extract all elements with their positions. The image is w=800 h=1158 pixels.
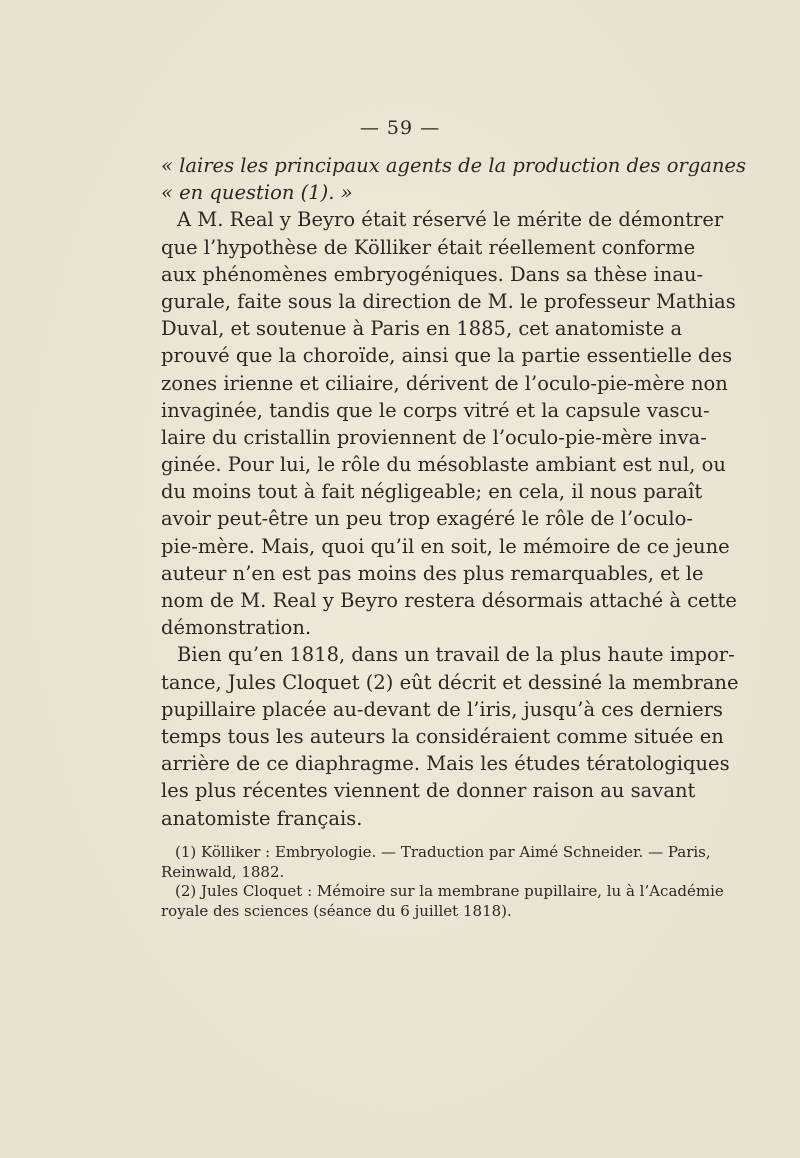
footnotes: [161, 843, 724, 921]
text-line: aux phénomènes embryogéniques. Dans sa thèse inau-: [161, 262, 704, 286]
footnote-1-cont: Reinwald, 1882.: [161, 862, 285, 881]
text-line: prouvé que la choroïde, ainsi que la partie essentielle des: [161, 344, 733, 368]
text-line: ginée. Pour lui, le rôle du mésoblaste ambiant est nul, ou: [161, 453, 726, 477]
text-line: pupillaire placée au-devant de l’iris, jusqu’à ces derniers: [161, 697, 723, 721]
text-line: zones irienne et ciliaire, dérivent de l’oculo-pie-mère non: [161, 371, 728, 395]
text-line: temps tous les auteurs la considéraient comme située en: [161, 724, 724, 748]
text-line: laire du cristallin proviennent de l’oculo-pie-mère inva-: [161, 425, 707, 449]
text-line: Duval, et soutenue à Paris en 1885, cet anatomiste a: [161, 317, 683, 341]
text-line: avoir peut-être un peu trop exagéré le rôle de l’oculo-: [161, 507, 693, 531]
text-line: « laires les principaux agents de la production des organes: [161, 154, 747, 177]
page-number: — 59 —: [359, 117, 441, 139]
footnote-2-cont: royale des sciences (séance du 6 juillet 1818).: [161, 901, 512, 920]
text-line: du moins tout à fait négligeable; en cela, il nous paraît: [161, 480, 703, 504]
body-text: [161, 152, 747, 832]
footnote-1: (1) Kölliker : Embryologie. — Traduction par Aimé Schneider. — Paris,: [175, 843, 711, 861]
text-line: Bien qu’en 1818, dans un travail de la plus haute impor-: [177, 643, 735, 667]
text-line: « en question (1). »: [161, 181, 353, 205]
text-line: A M. Real y Beyro était réservé le mérite de démontrer: [177, 208, 724, 232]
text-line: nom de M. Real y Beyro restera désormais attaché à cette: [161, 589, 737, 612]
text-line: gurale, faite sous la direction de M. le professeur Mathias: [161, 289, 736, 313]
text-line: auteur n’en est pas moins des plus remarquables, et le: [161, 561, 704, 585]
text-line: anatomiste français.: [161, 806, 363, 830]
text-line: que l’hypothèse de Kölliker était réellement conforme: [161, 235, 696, 259]
text-line: pie-mère. Mais, quoi qu’il en soit, le mémoire de ce jeune: [161, 534, 730, 558]
text-line: démonstration.: [161, 616, 312, 640]
text-line: les plus récentes viennent de donner raison au savant: [161, 779, 696, 803]
footnote-2: (2) Jules Cloquet : Mémoire sur la membrane pupillaire, lu à l’Académie: [175, 882, 724, 900]
text-line: tance, Jules Cloquet (2) eût décrit et dessiné la membrane: [161, 670, 739, 694]
text-line: arrière de ce diaphragme. Mais les études tératologiques: [161, 752, 730, 776]
text-line: invaginée, tandis que le corps vitré et la capsule vascu-: [161, 398, 710, 422]
